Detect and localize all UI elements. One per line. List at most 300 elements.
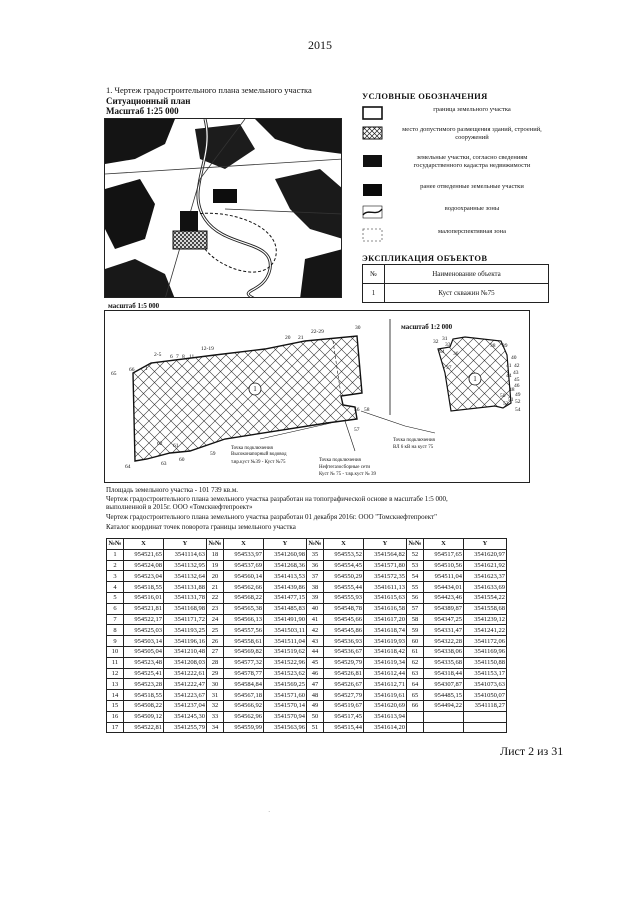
explication-title: ЭКСПЛИКАЦИЯ ОБЪЕКТОВ bbox=[362, 253, 488, 263]
coord-x: 954526,67 bbox=[324, 679, 364, 690]
coord-y: 3541571,80 bbox=[364, 560, 407, 571]
coord-point-number: 27 bbox=[207, 646, 224, 657]
coord-header-cell: X bbox=[324, 539, 364, 550]
coord-y: 3541268,36 bbox=[264, 560, 307, 571]
point-label: 40 bbox=[511, 355, 517, 361]
point-label: 45 bbox=[514, 377, 520, 383]
coord-x: 954521,81 bbox=[124, 603, 164, 614]
point-label: 63 bbox=[161, 461, 167, 467]
coord-y: 3541619,34 bbox=[364, 657, 407, 668]
coord-x: 954517,65 bbox=[424, 549, 464, 560]
coord-y: 3541153,17 bbox=[464, 668, 507, 679]
legend-label: ранее отведенные земельные участки bbox=[420, 183, 524, 190]
coord-point-number: 18 bbox=[207, 549, 224, 560]
coord-point-number: 19 bbox=[207, 560, 224, 571]
coord-x: 954307,87 bbox=[424, 679, 464, 690]
legend-label: водоохранные зоны bbox=[444, 205, 500, 212]
point-label: 52 bbox=[515, 399, 521, 405]
explication-table bbox=[362, 264, 549, 303]
cadastral-plots-swatch bbox=[362, 154, 383, 168]
coord-x: 954526,81 bbox=[324, 668, 364, 679]
point-label: 1 bbox=[145, 366, 148, 372]
coord-x: 954554,45 bbox=[324, 560, 364, 571]
situation-plan-title: Ситуационный план bbox=[106, 96, 191, 106]
coord-point-number: 10 bbox=[107, 646, 124, 657]
coord-point-number: 8 bbox=[107, 625, 124, 636]
point-label: 58 bbox=[364, 407, 370, 413]
coord-point-number: 59 bbox=[407, 625, 424, 636]
coord-point-number: 64 bbox=[407, 679, 424, 690]
coord-y: 3541503,11 bbox=[264, 625, 307, 636]
table-row bbox=[107, 549, 507, 560]
land-plot-polygon bbox=[133, 336, 362, 461]
point-label: 49 bbox=[515, 392, 521, 398]
coord-y: 3541617,20 bbox=[364, 614, 407, 625]
coord-x: 954508,22 bbox=[124, 700, 164, 711]
cadastral-plot bbox=[213, 189, 237, 203]
table-row bbox=[107, 571, 507, 582]
legend-item-low-prospect-zone bbox=[362, 228, 552, 242]
coord-header-cell: №№ bbox=[108, 540, 122, 548]
page-number: 2015 bbox=[308, 38, 332, 52]
coord-point-number: 62 bbox=[407, 657, 424, 668]
explication-num: 1 bbox=[363, 284, 385, 303]
coord-point-number: 6 bbox=[107, 603, 124, 614]
legend-item-water-zone bbox=[362, 205, 552, 219]
plot-boundary-swatch bbox=[362, 106, 383, 120]
point-label: 8 bbox=[182, 354, 185, 360]
coord-x: 954559,99 bbox=[224, 722, 264, 733]
table-row bbox=[107, 722, 507, 733]
coord-y: 3541239,12 bbox=[464, 614, 507, 625]
coord-y: 3541193,25 bbox=[164, 625, 207, 636]
coord-point-number: 50 bbox=[307, 711, 324, 722]
coord-point-number: 60 bbox=[407, 636, 424, 647]
coord-point-number: 35 bbox=[307, 549, 324, 560]
coord-point-number: 3 bbox=[107, 571, 124, 582]
point-label: 37 bbox=[446, 365, 452, 371]
table-row bbox=[107, 625, 507, 636]
coord-point-number: 61 bbox=[407, 646, 424, 657]
coord-x: 954577,32 bbox=[224, 657, 264, 668]
point-label: 11 bbox=[189, 354, 195, 360]
coord-x: 954523,48 bbox=[124, 657, 164, 668]
coord-x: 954560,14 bbox=[224, 571, 264, 582]
coord-x: 954565,38 bbox=[224, 603, 264, 614]
coord-x: 954537,69 bbox=[224, 560, 264, 571]
coord-x: 954516,01 bbox=[124, 592, 164, 603]
point-label: 20 bbox=[285, 335, 291, 341]
coord-x: 954521,65 bbox=[124, 549, 164, 560]
coord-point-number: 46 bbox=[307, 668, 324, 679]
coord-y: 3541477,15 bbox=[264, 592, 307, 603]
coord-x: 954485,15 bbox=[424, 690, 464, 701]
point-label: 33 bbox=[445, 342, 451, 348]
coord-y: 3541569,25 bbox=[264, 679, 307, 690]
point-label: 31 bbox=[442, 336, 448, 342]
coord-x: 954494,22 bbox=[424, 700, 464, 711]
coord-y: 3541241,22 bbox=[464, 625, 507, 636]
coord-y: 3541208,03 bbox=[164, 657, 207, 668]
table-row bbox=[107, 603, 507, 614]
coord-point-number: 1 bbox=[107, 549, 124, 560]
coord-y: 3541245,30 bbox=[164, 711, 207, 722]
table-row bbox=[107, 711, 507, 722]
coord-point-number: 47 bbox=[307, 679, 324, 690]
water-annotation: Точка подключения bbox=[231, 446, 273, 451]
point-label: 21 bbox=[298, 335, 304, 341]
coord-x: 954555,44 bbox=[324, 582, 364, 593]
coord-y bbox=[464, 711, 507, 722]
legend-item-plot-boundary bbox=[362, 106, 552, 120]
point-label: 62 bbox=[157, 441, 163, 447]
previous-plots-swatch bbox=[362, 183, 383, 197]
coord-y: 3541621,92 bbox=[464, 560, 507, 571]
info-line: Чертеж градостроительного плана земельного участка разработан на топографической основе в масштабе 1:5 000, bbox=[106, 495, 448, 503]
coord-header-cell: X bbox=[124, 539, 164, 550]
coord-point-number: 57 bbox=[407, 603, 424, 614]
scan-mark: · bbox=[268, 808, 271, 816]
coord-y: 3541523,62 bbox=[264, 668, 307, 679]
coord-y: 3541050,07 bbox=[464, 690, 507, 701]
coord-point-number: 34 bbox=[207, 722, 224, 733]
coord-y: 3541615,63 bbox=[364, 592, 407, 603]
coord-y: 3541618,42 bbox=[364, 646, 407, 657]
coord-point-number: 39 bbox=[307, 592, 324, 603]
coord-y: 3541131,78 bbox=[164, 592, 207, 603]
table-row bbox=[107, 700, 507, 711]
table-row bbox=[107, 668, 507, 679]
coord-x: 954522,17 bbox=[124, 614, 164, 625]
section-title: 1. Чертеж градостроительного плана земельного участка bbox=[106, 85, 312, 95]
coord-x: 954511,04 bbox=[424, 571, 464, 582]
area-text: Площадь земельного участка - 101 739 кв.м. bbox=[106, 486, 238, 494]
coord-y: 3541132,64 bbox=[164, 571, 207, 582]
point-label: 43 bbox=[513, 370, 519, 376]
legend-item-building-area bbox=[362, 126, 552, 141]
table-row bbox=[107, 657, 507, 668]
coord-x: 954524,08 bbox=[124, 560, 164, 571]
coord-y: 3541614,20 bbox=[364, 722, 407, 733]
coord-point-number: 14 bbox=[107, 690, 124, 701]
coord-y: 3541619,93 bbox=[364, 636, 407, 647]
point-label: 32 bbox=[433, 339, 439, 345]
inset-scale-label: масштаб 1:2 000 bbox=[401, 323, 453, 331]
coord-y: 3541570,14 bbox=[264, 700, 307, 711]
coord-point-number: 9 bbox=[107, 636, 124, 647]
table-row bbox=[363, 265, 549, 284]
coord-header-cell: №№ bbox=[308, 540, 322, 548]
coord-y: 3541114,63 bbox=[164, 549, 207, 560]
coord-y: 3541558,68 bbox=[464, 603, 507, 614]
coordinate-table bbox=[106, 538, 507, 733]
coord-point-number: 30 bbox=[207, 679, 224, 690]
info-line: выполненной в 2015г. ООО «Томскнефтепроект» bbox=[106, 503, 253, 511]
coord-x: 954505,04 bbox=[124, 646, 164, 657]
coord-y: 3541519,62 bbox=[264, 646, 307, 657]
coord-x: 954545,86 bbox=[324, 625, 364, 636]
coord-y: 3541131,88 bbox=[164, 582, 207, 593]
coord-x: 954331,47 bbox=[424, 625, 464, 636]
coord-y: 3541210,48 bbox=[164, 646, 207, 657]
point-label: 54 bbox=[515, 407, 521, 413]
point-label: 41 bbox=[506, 363, 512, 369]
coord-point-number: 11 bbox=[107, 657, 124, 668]
coord-y: 3541168,98 bbox=[164, 603, 207, 614]
coord-point-number: 13 bbox=[107, 679, 124, 690]
coord-x: 954510,56 bbox=[424, 560, 464, 571]
point-label: 44 bbox=[506, 373, 512, 379]
coord-y: 3541620,69 bbox=[364, 700, 407, 711]
coord-point-number: 52 bbox=[407, 549, 424, 560]
coord-x: 954533,97 bbox=[224, 549, 264, 560]
coord-y: 3541612,44 bbox=[364, 668, 407, 679]
coord-x: 954568,22 bbox=[224, 592, 264, 603]
coord-y: 3541118,27 bbox=[464, 700, 507, 711]
land-plot-drawing bbox=[105, 311, 531, 484]
coord-x: 954553,52 bbox=[324, 549, 364, 560]
situation-map bbox=[104, 118, 342, 298]
coord-y: 3541237,04 bbox=[164, 700, 207, 711]
point-label: 2-5 bbox=[154, 352, 162, 358]
coord-header-cell: Y bbox=[264, 539, 307, 550]
coord-point-number: 4 bbox=[107, 582, 124, 593]
object-marker-label: 1 bbox=[473, 375, 477, 383]
coord-x: 954545,66 bbox=[324, 614, 364, 625]
point-label: 56 bbox=[354, 407, 360, 413]
coord-x: 954518,55 bbox=[124, 690, 164, 701]
coord-point-number: 24 bbox=[207, 614, 224, 625]
point-label: 7 bbox=[176, 354, 179, 360]
power-line bbox=[361, 411, 435, 433]
coord-header-cell: Y bbox=[364, 539, 407, 550]
info-line: Чертеж градостроительного плана земельного участка разработан 01 декабря 2016г. ООО "Томскнефтепроект" bbox=[106, 513, 438, 521]
oil-annotation: Точка подключения bbox=[319, 458, 361, 463]
coord-point-number: 29 bbox=[207, 668, 224, 679]
coord-header-cell: №№ bbox=[408, 540, 422, 548]
coord-point-number: 54 bbox=[407, 571, 424, 582]
coord-x bbox=[424, 722, 464, 733]
coord-point-number: 21 bbox=[207, 582, 224, 593]
coord-x: 954318,44 bbox=[424, 668, 464, 679]
coord-point-number: 65 bbox=[407, 690, 424, 701]
coord-y: 3541439,86 bbox=[264, 582, 307, 593]
coord-x: 954503,14 bbox=[124, 636, 164, 647]
coord-header-cell: Y bbox=[464, 539, 507, 550]
coord-x: 954338,06 bbox=[424, 646, 464, 657]
point-label: 53 bbox=[503, 401, 509, 407]
coord-x: 954555,93 bbox=[324, 592, 364, 603]
coord-y: 3541485,83 bbox=[264, 603, 307, 614]
coord-x: 954517,45 bbox=[324, 711, 364, 722]
coord-y: 3541564,82 bbox=[364, 549, 407, 560]
point-label: 51 bbox=[508, 397, 514, 403]
coord-x: 954529,79 bbox=[324, 657, 364, 668]
table-row bbox=[107, 592, 507, 603]
coord-header-cell: X bbox=[424, 539, 464, 550]
coord-point-number: 32 bbox=[207, 700, 224, 711]
coord-x: 954423,46 bbox=[424, 592, 464, 603]
point-label: 46 bbox=[514, 383, 520, 389]
coord-y: 3541172,06 bbox=[464, 636, 507, 647]
coord-point-number: 42 bbox=[307, 625, 324, 636]
coord-point-number: 26 bbox=[207, 636, 224, 647]
coord-x: 954578,77 bbox=[224, 668, 264, 679]
point-label: 42 bbox=[514, 363, 520, 369]
explication-name: Куст скважин №75 bbox=[385, 284, 549, 303]
point-label: 38 bbox=[490, 343, 496, 349]
land-plot-location bbox=[173, 231, 207, 249]
coord-y: 3541572,35 bbox=[364, 571, 407, 582]
table-row bbox=[107, 690, 507, 701]
coord-x: 954536,93 bbox=[324, 636, 364, 647]
coord-y: 3541616,58 bbox=[364, 603, 407, 614]
coord-y: 3541255,79 bbox=[164, 722, 207, 733]
coord-point-number: 36 bbox=[307, 560, 324, 571]
coord-point-number: 43 bbox=[307, 636, 324, 647]
coord-x: 954536,67 bbox=[324, 646, 364, 657]
coord-point-number: 25 bbox=[207, 625, 224, 636]
coord-y: 3541633,69 bbox=[464, 582, 507, 593]
coord-header-cell: №№ bbox=[208, 540, 222, 548]
point-label: 22-29 bbox=[311, 329, 324, 335]
water-zone-swatch bbox=[362, 205, 383, 219]
legend-title: УСЛОВНЫЕ ОБОЗНАЧЕНИЯ bbox=[362, 91, 488, 101]
coord-x: 954347,25 bbox=[424, 614, 464, 625]
coord-point-number: 51 bbox=[307, 722, 324, 733]
coord-y: 3541413,53 bbox=[264, 571, 307, 582]
coord-x: 954569,82 bbox=[224, 646, 264, 657]
coord-x: 954527,79 bbox=[324, 690, 364, 701]
coord-y: 3541171,72 bbox=[164, 614, 207, 625]
coord-point-number: 5 bbox=[107, 592, 124, 603]
object-marker-label: 1 bbox=[253, 385, 257, 393]
coord-x: 954584,84 bbox=[224, 679, 264, 690]
coord-point-number: 53 bbox=[407, 560, 424, 571]
explication-header-num: № bbox=[363, 265, 385, 284]
coord-y: 3541522,96 bbox=[264, 657, 307, 668]
coord-x: 954509,12 bbox=[124, 711, 164, 722]
point-label: 66 bbox=[129, 367, 135, 373]
coord-y: 3541222,47 bbox=[164, 679, 207, 690]
coord-x: 954523,28 bbox=[124, 679, 164, 690]
coord-point-number: 23 bbox=[207, 603, 224, 614]
point-label: 39 bbox=[502, 343, 508, 349]
building-area-swatch bbox=[362, 126, 383, 140]
coord-header-cell: X bbox=[224, 539, 264, 550]
coord-x bbox=[424, 711, 464, 722]
point-label: 57 bbox=[354, 427, 360, 433]
legend-item-cadastral-plots bbox=[362, 154, 552, 169]
oil-pipeline-line bbox=[345, 421, 355, 451]
coord-y: 3541222,61 bbox=[164, 668, 207, 679]
coord-point-number: 17 bbox=[107, 722, 124, 733]
coord-point-number: 63 bbox=[407, 668, 424, 679]
catalog-title: Каталог координат точек поворота границы земельного участка bbox=[106, 523, 296, 531]
situation-scale-label: Масштаб 1:25 000 bbox=[106, 106, 179, 116]
power-annotation: Точка подключения bbox=[393, 438, 435, 443]
coord-y: 3541223,67 bbox=[164, 690, 207, 701]
coord-x: 954557,56 bbox=[224, 625, 264, 636]
coord-point-number: 66 bbox=[407, 700, 424, 711]
coord-point-number: 55 bbox=[407, 582, 424, 593]
point-label: 64 bbox=[125, 464, 131, 470]
coord-point-number: 28 bbox=[207, 657, 224, 668]
coord-x: 954550,29 bbox=[324, 571, 364, 582]
coord-y: 3541613,94 bbox=[364, 711, 407, 722]
coord-y: 3541623,37 bbox=[464, 571, 507, 582]
coord-x: 954518,55 bbox=[124, 582, 164, 593]
coord-y: 3541132,95 bbox=[164, 560, 207, 571]
point-label: 65 bbox=[111, 371, 117, 377]
coord-point-number: 40 bbox=[307, 603, 324, 614]
table-row bbox=[107, 679, 507, 690]
table-row bbox=[107, 636, 507, 647]
coord-point-number: 38 bbox=[307, 582, 324, 593]
coord-x: 954389,87 bbox=[424, 603, 464, 614]
coord-x: 954566,13 bbox=[224, 614, 264, 625]
coord-y: 3541169,96 bbox=[464, 646, 507, 657]
point-label: 36 bbox=[453, 351, 459, 357]
coord-header-cell: Y bbox=[164, 539, 207, 550]
table-row bbox=[107, 646, 507, 657]
legend-label: место допустимого размещения зданий, строений, сооружений bbox=[402, 126, 542, 141]
coord-x: 954515,44 bbox=[324, 722, 364, 733]
coord-y: 3541611,13 bbox=[364, 582, 407, 593]
situation-map-drawing bbox=[105, 119, 342, 298]
coord-point-number: 49 bbox=[307, 700, 324, 711]
coord-x: 954566,92 bbox=[224, 700, 264, 711]
coord-x: 954322,28 bbox=[424, 636, 464, 647]
water-annotation: Высоконапорный водовод bbox=[231, 452, 287, 457]
point-label: 60 bbox=[179, 457, 185, 463]
point-label: 34 bbox=[439, 349, 445, 355]
power-annotation: ВЛ 6 кВ на куст 75 bbox=[393, 445, 434, 450]
coord-y: 3541196,16 bbox=[164, 636, 207, 647]
coord-y: 3541563,96 bbox=[264, 722, 307, 733]
legend-label: малоперспективная зона bbox=[438, 228, 506, 235]
coord-point-number: 15 bbox=[107, 700, 124, 711]
coord-y: 3541491,90 bbox=[264, 614, 307, 625]
land-plot-plan bbox=[104, 310, 530, 483]
coord-x: 954434,01 bbox=[424, 582, 464, 593]
sheet-number: Лист 2 из 31 bbox=[500, 744, 564, 758]
coord-x: 954562,96 bbox=[224, 711, 264, 722]
coord-point-number: 37 bbox=[307, 571, 324, 582]
water-annotation: т.вр.куст №39 - Куст №75 bbox=[231, 460, 286, 465]
coord-y: 3541073,63 bbox=[464, 679, 507, 690]
coord-x: 954548,78 bbox=[324, 603, 364, 614]
coord-y: 3541619,61 bbox=[364, 690, 407, 701]
coord-point-number: 48 bbox=[307, 690, 324, 701]
coord-x: 954522,81 bbox=[124, 722, 164, 733]
coord-point-number: 58 bbox=[407, 614, 424, 625]
oil-annotation: Нефтегазосборные сети bbox=[319, 465, 371, 470]
point-label: 50 bbox=[500, 393, 506, 399]
coord-x: 954525,41 bbox=[124, 668, 164, 679]
plan-scale-label: масштаб 1:5 000 bbox=[108, 302, 160, 310]
coord-point-number: 41 bbox=[307, 614, 324, 625]
coord-x: 954525,03 bbox=[124, 625, 164, 636]
coord-y: 3541150,88 bbox=[464, 657, 507, 668]
coord-point-number: 31 bbox=[207, 690, 224, 701]
table-row bbox=[107, 582, 507, 593]
coord-point-number: 44 bbox=[307, 646, 324, 657]
coord-point-number: 2 bbox=[107, 560, 124, 571]
connection-annotations bbox=[231, 438, 436, 477]
coord-point-number: 33 bbox=[207, 711, 224, 722]
legend-label: земельные участки, согласно сведениям государственного кадастра недвижимости bbox=[413, 154, 531, 169]
